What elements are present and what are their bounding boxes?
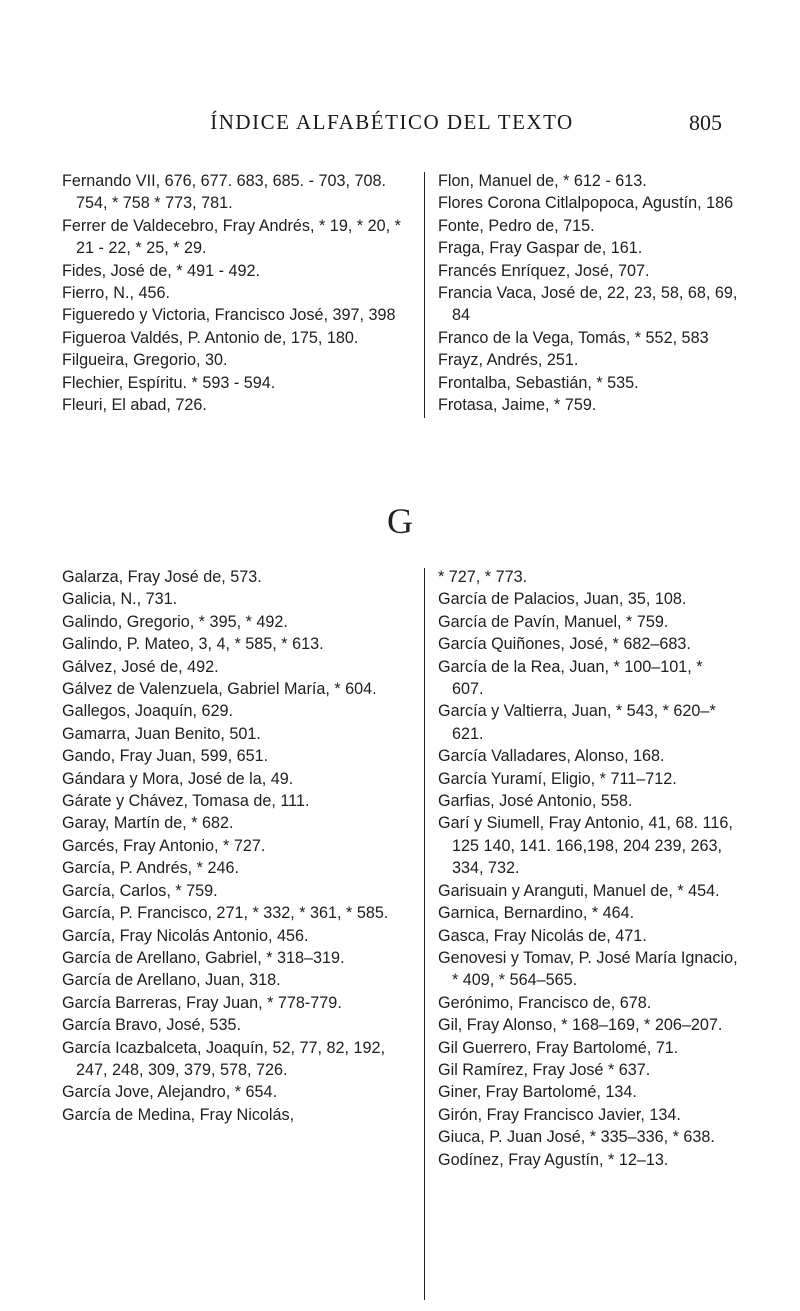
column-divider-top [424,172,425,418]
index-entry: Figueredo y Victoria, Francisco José, 397, 398 [62,306,396,325]
index-entry: Galarza, Fray José de, 573. [62,568,262,586]
index-entry: García Bravo, José, 535. [62,1016,242,1035]
index-entry: Francés Enríquez, José, 707. [438,261,650,280]
index-entry: Ferrer de Valdecebro, Fray Andrés, * 19, * 20, * 21 - 22, * 25, * 29. [62,216,401,258]
index-entry: Galicia, N., 731. [62,590,178,609]
index-entry: García Jove, Alejandro, * 654. [62,1083,278,1102]
index-entry: Galindo, Gregorio, * 395, * 492. [62,612,288,631]
index-entry: Godínez, Fray Agustín, * 12–13. [438,1150,669,1169]
index-column-bottom-right [438,566,738,1171]
index-entry: Gándara y Mora, José de la, 49. [62,769,294,788]
index-entry: Gil Guerrero, Fray Bartolomé, 71. [438,1038,679,1057]
index-entry: García, P. Andrés, * 246. [62,859,239,878]
index-entry: García Valladares, Alonso, 168. [438,747,665,766]
index-column-bottom-left [62,566,414,1126]
index-entry: Flechier, Espíritu. * 593 - 594. [62,373,276,392]
index-entry: Filgueira, Gregorio, 30. [62,351,228,370]
index-entry: Francia Vaca, José de, 22, 23, 58, 68, 69, 84 [438,284,738,325]
index-entry: Genovesi y Tomav, P. José María Ignacio, * 409, * 564–565. [438,948,738,990]
index-entry: Figueroa Valdés, P. Antonio de, 175, 180. [62,328,359,347]
index-entry: Garfias, José Antonio, 558. [438,792,633,811]
index-entry: Flon, Manuel de, * 612 - 613. [438,172,647,190]
index-entry: García de Arellano, Gabriel, * 318–319. [62,948,345,967]
index-entry: Gárate y Chávez, Tomasa de, 111. [62,792,310,811]
index-entry: García, Carlos, * 759. [62,881,218,900]
index-entry: García, P. Francisco, 271, * 332, * 361, * 585. [62,904,389,923]
index-entry: García Yuramí, Eligio, * 711–712. [438,769,677,788]
index-entry: Gálvez de Valenzuela, Gabriel María, * 604. [62,680,377,699]
index-entry: Fleuri, El abad, 726. [62,396,207,415]
page-number: 805 [689,110,722,135]
index-entry: Garnica, Bernardino, * 464. [438,904,635,923]
index-entry: Garí y Siumell, Fray Antonio, 41, 68. 116, 125 140, 141. 166,198, 204 239, 263, 334, 732. [438,814,733,878]
index-entry: Giner, Fray Bartolomé, 134. [438,1083,637,1102]
index-entry: Gil Ramírez, Fray José * 637. [438,1060,651,1079]
index-entry: Gasca, Fray Nicolás de, 471. [438,926,647,945]
index-entry: García, Fray Nicolás Antonio, 456. [62,926,309,945]
index-entry: García de Palacios, Juan, 35, 108. [438,590,687,609]
index-entry: Girón, Fray Francisco Javier, 134. [438,1105,681,1124]
running-title: ÍNDICE ALFABÉTICO DEL TEXTO [210,110,574,134]
index-entry: Flores Corona Citlalpopoca, Agustín, 186 [438,194,734,213]
index-entry: García de la Rea, Juan, * 100–101, * 607. [438,657,703,699]
index-entry: Gerónimo, Francisco de, 678. [438,993,652,1012]
index-entry: García de Arellano, Juan, 318. [62,971,281,990]
index-entry: García Quiñones, José, * 682–683. [438,635,691,654]
index-entry: Garay, Martín de, * 682. [62,814,234,833]
index-entry: Frayz, Andrés, 251. [438,351,579,370]
index-entry: Gil, Fray Alonso, * 168–169, * 206–207. [438,1016,723,1035]
index-entry: Gamarra, Juan Benito, 501. [62,724,261,743]
index-entry: * 727, * 773. [438,568,528,586]
index-entry: Frontalba, Sebastián, * 535. [438,373,639,392]
page-header [62,106,722,142]
index-entry: Galindo, P. Mateo, 3, 4, * 585, * 613. [62,635,324,654]
column-divider-bottom [424,568,425,1300]
index-entry: Fierro, N., 456. [62,284,170,303]
index-entry: Gando, Fray Juan, 599, 651. [62,747,269,766]
index-entry: Fernando VII, 676, 677. 683, 685. - 703, 708. 754, * 758 * 773, 781. [62,172,386,213]
index-entry: Giuca, P. Juan José, * 335–336, * 638. [438,1128,715,1147]
index-entry: Fides, José de, * 491 - 492. [62,261,260,280]
index-entry: Gallegos, Joaquín, 629. [62,702,233,721]
index-entry: Gálvez, José de, 492. [62,657,219,676]
index-entry: García Icazbalceta, Joaquín, 52, 77, 82, 192, 247, 248, 309, 379, 578, 726. [62,1038,386,1079]
index-column-top-right [438,170,738,416]
index-entry: Fonte, Pedro de, 715. [438,216,595,235]
index-entry: García y Valtierra, Juan, * 543, * 620–* 621. [438,702,716,743]
index-column-top-left [62,170,410,416]
index-entry: Frotasa, Jaime, * 759. [438,396,597,415]
index-entry: García de Pavín, Manuel, * 759. [438,612,669,631]
section-letter-heading: G [387,501,413,541]
index-entry: Garisuain y Aranguti, Manuel de, * 454. [438,881,720,900]
index-entry: Fraga, Fray Gaspar de, 161. [438,239,643,258]
index-entry: Franco de la Vega, Tomás, * 552, 583 [438,328,709,347]
index-entry: Garcés, Fray Antonio, * 727. [62,836,266,855]
index-entry: García de Medina, Fray Nicolás, [62,1105,295,1124]
index-entry: García Barreras, Fray Juan, * 778-779. [62,993,342,1012]
